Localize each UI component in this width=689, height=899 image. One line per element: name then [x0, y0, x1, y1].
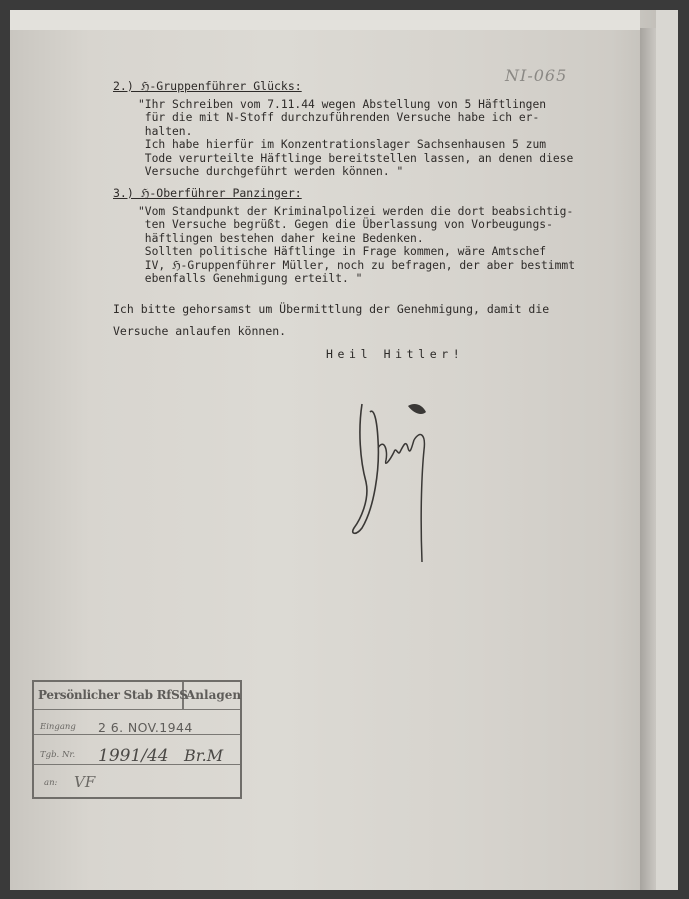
section-3-heading: 3.) ℌ-Oberführer Panzinger: — [113, 186, 302, 200]
greeting: Heil Hitler! — [326, 347, 465, 361]
text-line: halten. — [138, 124, 193, 138]
reference-mark: NI-065 — [505, 66, 568, 85]
registry-stamp — [32, 680, 242, 799]
paper-edge-strip-light — [656, 10, 678, 890]
handwritten-signature — [340, 390, 450, 570]
stamp-label-number: Tgb. Nr. — [40, 750, 76, 760]
text-line: Sollten politische Häftlinge in Frage kommen, wäre Amtschef — [138, 245, 547, 259]
text-line: ebenfalls Genehmigung erteilt. " — [138, 272, 363, 286]
text-line: Ich habe hierfür im Konzentrationslager Sachsenhausen 5 zum — [138, 138, 547, 152]
section-3-body — [138, 205, 575, 285]
text-line: Ich bitte gehorsamst um Übermittlung der Genehmigung, damit die — [113, 302, 550, 316]
text-line: ten Versuche begrüßt. Gegen die Überlassung von Vorbeugungs- — [138, 218, 553, 232]
text-line: IV, ℌ-Gruppenführer Müller, noch zu befragen, der aber bestimmt — [138, 258, 576, 272]
stamp-title: Persönlicher Stab RfSS — [38, 688, 188, 702]
stamp-title-right: Anlagen — [186, 688, 242, 702]
stamp-label-received: Eingang — [40, 722, 76, 732]
text-line: häftlingen bestehen daher keine Bedenken. — [138, 231, 424, 245]
text-line: für die mit N-Stoff durchzuführenden Versuche habe ich er- — [138, 111, 540, 125]
section-2-heading: 2.) ℌ-Gruppenführer Glücks: — [113, 79, 302, 93]
closing-paragraph — [113, 298, 549, 342]
text-line: Versuche anlaufen können. — [113, 324, 287, 338]
text-line: "Vom Standpunkt der Kriminalpolizei werden die dort beabsichtig- — [138, 205, 574, 218]
text-line: Versuche durchgeführt werden können. " — [138, 165, 404, 179]
stamp-label-to: an: — [44, 778, 58, 788]
paper-top-edge — [10, 10, 640, 30]
stamp-handwritten: VF — [74, 773, 96, 791]
stamp-date: 2 6. NOV.1944 — [98, 720, 193, 735]
stamp-initials: Br.M — [184, 746, 224, 765]
text-line: Tode verurteilte Häftlinge bereitstellen lassen, an denen diese — [138, 151, 574, 165]
stamp-number: 1991/44 — [98, 746, 169, 766]
text-line: "Ihr Schreiben vom 7.11.44 wegen Abstellung von 5 Häftlingen — [138, 98, 547, 111]
section-2-body — [138, 98, 573, 178]
